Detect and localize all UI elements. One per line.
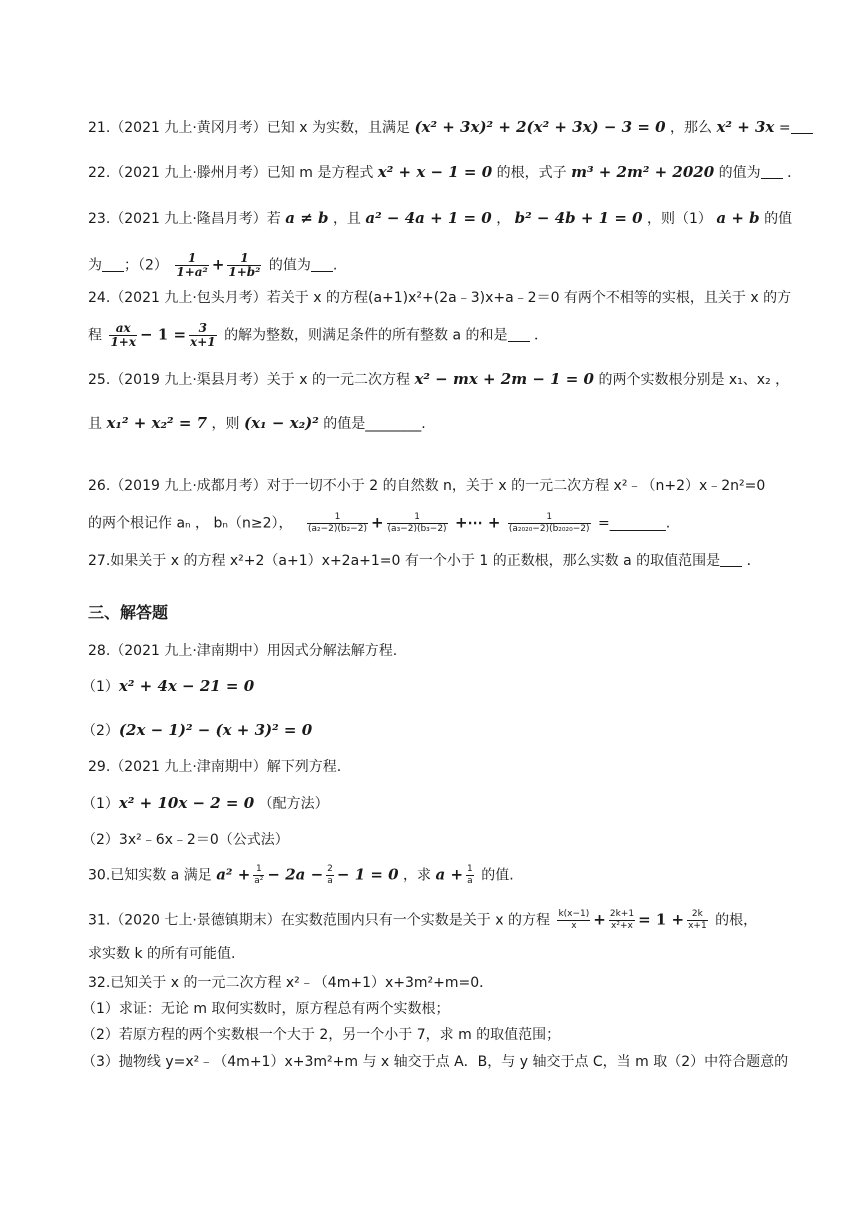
question-source: （2019 九上·渠县月考） [110,372,267,388]
fraction: $\frac{ax}{1+x}$ [110,321,137,349]
equals-sign: = [778,120,791,136]
question-text: 的值 [764,211,793,227]
question-text: 若关于 x 的方程(a+1)x²+(2a﹣3)x+a﹣2＝0 有两个不相等的实根，且关于 x 的方 [266,290,792,306]
question-number: 27. [88,553,111,569]
operator: − 1 = [140,325,187,344]
question-31-line-2: 求实数 k 的所有可能值. [88,946,236,962]
question-number: 22. [88,165,111,181]
equation: x² − mx + 2m − 1 = 0 [414,370,594,388]
question-source: （2021 九上·黄冈月考） [110,120,267,136]
plus-sign: + [370,513,384,532]
part-label: （2） [82,832,119,848]
question-text: 用因式分解法解方程. [266,643,398,659]
part-label: （1） [82,679,119,695]
fraction: $\frac{1}{\text{1+b²}}$ [228,251,261,279]
fraction: $\frac{2}{a}$ [327,864,333,886]
question-29-part-1 [82,793,329,814]
question-text: 程 [88,327,102,344]
question-number: 24. [88,290,111,306]
question-text: 且 [88,416,102,432]
question-text: 3x²﹣6x﹣2＝0（公式法） [118,832,289,848]
expression: a + b [716,209,760,227]
question-text: 对于一切不小于 2 的自然数 n，关于 x 的一元二次方程 x²﹣（n+2）x﹣2n²=0 [266,478,766,494]
question-23-line-1 [88,208,792,229]
fraction: $\frac{1}{\text{(a₂−2)(b₂−2)}}$ [307,512,367,534]
question-27 [88,551,761,571]
question-text: 的值为 [718,165,761,181]
question-number: 31. [88,912,111,929]
expression: m³ + 2m² + 2020 [571,163,715,181]
question-26-line-2 [88,512,670,535]
question-source: （2020 七上·景德镇期末） [110,912,281,929]
equation-part: a² + [216,865,251,884]
question-number: 30. [88,867,111,884]
question-29-part-2 [82,830,289,850]
question-number: 29. [88,759,111,775]
question-text: 的两个实数根分别是 x₁、x₂ ， [598,372,790,388]
question-text: 如果关于 x 的方程 x²+2（a+1）x+2a+1=0 有一个小于 1 的正数根，那么实数 a 的取值范围是 [110,553,721,569]
question-text: 的解为整数，则满足条件的所有整数 a 的和是 [224,327,508,344]
question-text: 关于 x 的一元二次方程 [266,372,410,388]
period: ． [787,165,802,181]
question-text: ，则 [211,416,240,432]
question-32-part-2: （2）若原方程的两个实数根一个大于 2，另一个小于 7，求 m 的取值范围； [82,1027,561,1043]
expression: a + [435,865,464,884]
question-text: =________. [597,515,671,532]
answer-blank [311,257,333,272]
question-text: 解下列方程. [266,759,342,775]
question-number: 21. [88,120,111,136]
question-21 [88,117,813,138]
equation: x² + x − 1 = 0 [377,163,493,181]
question-text: 已知 m 是方程式 [266,165,374,181]
question-text: 的值. [481,867,514,884]
method-note: （配方法） [258,796,329,812]
question-source: （2019 九上·成都月考） [110,478,267,494]
question-24-line-2 [88,322,548,349]
question-text: 的值是________. [323,416,426,432]
question-23-line-2 [88,252,337,279]
question-source: （2021 九上·津南期中） [110,759,267,775]
question-text: ， [496,211,511,227]
expression: x² + 3x [716,118,775,136]
question-number: 25. [88,372,111,388]
question-29 [88,757,341,777]
equation: (x² + 3x)² + 2(x² + 3x) − 3 = 0 [414,118,666,136]
equation-part: − 2a − [267,865,324,884]
section-heading: 三、解答题 [88,603,169,622]
equation-part: − 1 = 0 [336,865,399,884]
question-text: 为 [88,257,102,274]
fraction: $\frac{1}{\text{1+a²}}$ [176,251,208,279]
plus-sign: + [593,910,606,929]
answer-blank [791,119,813,134]
question-30 [88,864,514,887]
question-text: 已知关于 x 的一元二次方程 x²﹣（4m+1）x+3m²+m=0． [110,975,494,991]
question-text: 的根， [715,912,758,929]
question-number: 23. [88,211,111,227]
question-text: ，那么 [670,120,713,136]
question-22 [88,162,801,183]
question-source: （2021 九上·包头月考） [110,290,267,306]
question-text: 已知 x 为实数，且满足 [266,120,410,136]
answer-blank [761,164,783,179]
question-source: （2021 九上·津南期中） [110,643,267,659]
question-text: ，则（1） [647,211,712,227]
answer-blank [102,257,124,272]
question-number: 32. [88,975,111,991]
question-source: （2021 九上·隆昌月考） [110,211,267,227]
question-text: ；（2） [124,257,168,274]
answer-blank [720,552,742,567]
question-number: 28. [88,643,111,659]
question-text: 在实数范围内只有一个实数是关于 x 的方程 [280,912,550,929]
question-text: ，求 [403,867,432,884]
question-26-line-1 [88,476,765,496]
question-25-line-2 [88,413,426,434]
condition: x₁² + x₂² = 7 [106,414,208,432]
question-31-line-1 [88,909,757,932]
fraction: $\frac{1}{\text{(a₂₀₂₀−2)(b₂₀₂₀−2)}}$ [508,512,590,534]
fraction: $\frac{1}{\text{a²}}$ [254,864,264,886]
fraction: $\frac{2k+1}{\text{x²+x}}$ [609,909,635,931]
question-text: 的值为 [268,257,311,274]
question-28-part-1 [82,676,254,697]
question-24-line-1 [88,288,791,308]
question-32-part-1: （1）求证：无论 m 取何实数时，原方程总有两个实数根； [82,1001,450,1017]
period: ． [746,553,761,569]
period: ． [534,327,548,344]
condition: b² − 4b + 1 = 0 [514,209,643,227]
question-25-line-1 [88,369,789,390]
fraction: $\frac{1}{a}$ [467,864,473,886]
operator: = 1 + [638,910,685,929]
question-text: 若 [266,211,281,227]
expression: (x₁ − x₂)² [244,414,319,432]
question-text: ，且 [332,211,361,227]
condition: a² − 4a + 1 = 0 [365,209,492,227]
equation: x² + 4x − 21 = 0 [118,677,255,695]
part-label: （2） [82,723,119,739]
plus-sign: + [211,255,225,274]
question-number: 26. [88,478,111,494]
question-text: 已知实数 a 满足 [110,867,212,884]
question-text: 的根，式子 [496,165,567,181]
question-32-part-3: （3）抛物线 y=x²﹣（4m+1）x+3m²+m 与 x 轴交于点 A．B，与 y 轴交于点 C，当 m 取（2）中符合题意的 [82,1054,789,1070]
question-source: （2021 九上·滕州月考） [110,165,267,181]
fraction: $\frac{2k}{x+1}$ [688,909,707,931]
answer-blank [508,327,530,342]
part-label: （1） [82,796,119,812]
equation: (2x − 1)² − (x + 3)² = 0 [118,721,313,739]
condition: a ≠ b [285,209,329,227]
fraction: $\frac{1}{\text{(a₃−2)(b₃−2)}}$ [387,512,447,534]
fraction: $\frac{k(x-1)}{x}$ [558,909,590,931]
question-28-part-2 [82,720,312,741]
period: . [332,257,338,274]
question-28 [88,641,397,661]
ellipsis-sum: +⋯ + [455,513,501,532]
question-32 [88,973,493,993]
question-text: 的两个根记作 aₙ ， bₙ（n≥2）， [88,515,293,532]
equation: x² + 10x − 2 = 0 [118,794,255,812]
fraction: $\frac{3}{x+1}$ [190,321,216,349]
